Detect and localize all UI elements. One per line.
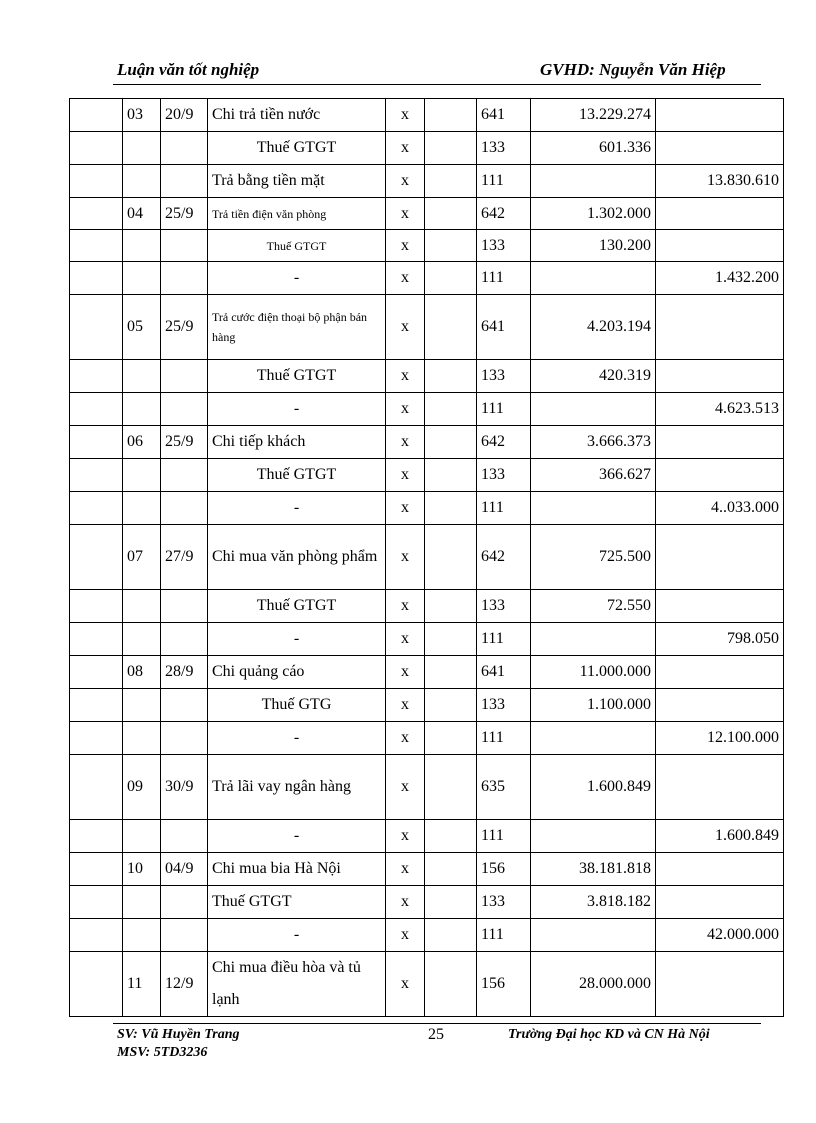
credit-amount-cell [656, 459, 784, 492]
credit-amount-cell [656, 295, 784, 360]
lead-cell [70, 919, 123, 952]
lead-cell [70, 132, 123, 165]
empty-cell [425, 459, 477, 492]
footer-student-name: SV: Vũ Huyền Trang [117, 1027, 240, 1042]
voucher-number-cell [123, 459, 161, 492]
ledger-body [70, 99, 784, 1017]
mark-cell: x [386, 919, 425, 952]
lead-cell [70, 886, 123, 919]
mark-cell: x [386, 360, 425, 393]
account-cell: 642 [477, 426, 531, 459]
debit-amount-cell: 725.500 [531, 525, 656, 590]
description-cell: Thuế GTGT [208, 360, 386, 393]
voucher-number-cell [123, 886, 161, 919]
lead-cell [70, 952, 123, 1017]
lead-cell [70, 165, 123, 198]
mark-cell: x [386, 590, 425, 623]
date-cell [161, 623, 208, 656]
mark-cell: x [386, 722, 425, 755]
voucher-number-cell [123, 393, 161, 426]
table-row [70, 198, 784, 230]
debit-amount-cell: 4.203.194 [531, 295, 656, 360]
date-cell [161, 262, 208, 295]
debit-amount-cell [531, 492, 656, 525]
debit-amount-cell: 601.336 [531, 132, 656, 165]
description-cell: Trả bằng tiền mặt [208, 165, 386, 198]
description-cell: Thuế GTGT [208, 230, 386, 262]
credit-amount-cell [656, 132, 784, 165]
table-row [70, 262, 784, 295]
table-row [70, 132, 784, 165]
date-cell [161, 590, 208, 623]
lead-cell [70, 755, 123, 820]
voucher-number-cell: 09 [123, 755, 161, 820]
lead-cell [70, 360, 123, 393]
lead-cell [70, 853, 123, 886]
mark-cell: x [386, 165, 425, 198]
voucher-number-cell [123, 590, 161, 623]
account-cell: 111 [477, 492, 531, 525]
table-row [70, 165, 784, 198]
empty-cell [425, 820, 477, 853]
account-cell: 156 [477, 853, 531, 886]
ledger-table [69, 98, 784, 1017]
lead-cell [70, 689, 123, 722]
date-cell [161, 459, 208, 492]
description-cell: Chi trả tiền nước [208, 99, 386, 132]
table-row [70, 952, 784, 1017]
mark-cell: x [386, 262, 425, 295]
date-cell: 20/9 [161, 99, 208, 132]
debit-amount-cell [531, 262, 656, 295]
description-cell: Chi quảng cáo [208, 656, 386, 689]
account-cell: 635 [477, 755, 531, 820]
mark-cell: x [386, 755, 425, 820]
description-cell: Chi mua điều hòa và tủ lạnh [208, 952, 386, 1017]
mark-cell: x [386, 952, 425, 1017]
credit-amount-cell [656, 426, 784, 459]
table-row [70, 689, 784, 722]
mark-cell: x [386, 623, 425, 656]
credit-amount-cell [656, 99, 784, 132]
mark-cell: x [386, 393, 425, 426]
debit-amount-cell: 366.627 [531, 459, 656, 492]
credit-amount-cell [656, 755, 784, 820]
account-cell: 641 [477, 295, 531, 360]
credit-amount-cell: 4..033.000 [656, 492, 784, 525]
header-advisor: GVHD: Nguyễn Văn Hiệp [540, 60, 726, 79]
debit-amount-cell: 72.550 [531, 590, 656, 623]
voucher-number-cell [123, 262, 161, 295]
credit-amount-cell [656, 656, 784, 689]
account-cell: 641 [477, 99, 531, 132]
empty-cell [425, 853, 477, 886]
account-cell: 133 [477, 590, 531, 623]
debit-amount-cell [531, 919, 656, 952]
date-cell [161, 230, 208, 262]
credit-amount-cell: 42.000.000 [656, 919, 784, 952]
account-cell: 642 [477, 525, 531, 590]
debit-amount-cell: 130.200 [531, 230, 656, 262]
voucher-number-cell [123, 919, 161, 952]
mark-cell: x [386, 886, 425, 919]
header-thesis-title: Luận văn tốt nghiệp [117, 60, 260, 79]
credit-amount-cell [656, 230, 784, 262]
debit-amount-cell [531, 722, 656, 755]
footer-school: Trường Đại học KD và CN Hà Nội [508, 1027, 710, 1042]
voucher-number-cell [123, 165, 161, 198]
mark-cell: x [386, 295, 425, 360]
description-cell: Thuế GTGT [208, 590, 386, 623]
date-cell: 30/9 [161, 755, 208, 820]
description-cell: Chi mua văn phòng phẩm [208, 525, 386, 590]
voucher-number-cell: 04 [123, 198, 161, 230]
date-cell [161, 820, 208, 853]
lead-cell [70, 393, 123, 426]
empty-cell [425, 689, 477, 722]
description-cell: - [208, 262, 386, 295]
debit-amount-cell: 3.666.373 [531, 426, 656, 459]
description-cell: Thuế GTGT [208, 459, 386, 492]
voucher-number-cell [123, 820, 161, 853]
account-cell: 133 [477, 230, 531, 262]
page-number: 25 [428, 1026, 444, 1043]
mark-cell: x [386, 656, 425, 689]
account-cell: 111 [477, 919, 531, 952]
empty-cell [425, 623, 477, 656]
date-cell [161, 689, 208, 722]
lead-cell [70, 525, 123, 590]
lead-cell [70, 426, 123, 459]
voucher-number-cell: 10 [123, 853, 161, 886]
lead-cell [70, 295, 123, 360]
table-row [70, 295, 784, 360]
account-cell: 111 [477, 165, 531, 198]
credit-amount-cell [656, 952, 784, 1017]
description-cell: - [208, 492, 386, 525]
lead-cell [70, 262, 123, 295]
table-row [70, 492, 784, 525]
account-cell: 133 [477, 689, 531, 722]
credit-amount-cell [656, 360, 784, 393]
date-cell: 04/9 [161, 853, 208, 886]
lead-cell [70, 590, 123, 623]
credit-amount-cell: 798.050 [656, 623, 784, 656]
table-row [70, 590, 784, 623]
account-cell: 133 [477, 132, 531, 165]
debit-amount-cell: 420.319 [531, 360, 656, 393]
table-row [70, 426, 784, 459]
date-cell [161, 886, 208, 919]
description-cell: Thuế GTG [208, 689, 386, 722]
voucher-number-cell: 07 [123, 525, 161, 590]
lead-cell [70, 722, 123, 755]
table-row [70, 393, 784, 426]
account-cell: 133 [477, 886, 531, 919]
account-cell: 133 [477, 360, 531, 393]
voucher-number-cell: 03 [123, 99, 161, 132]
empty-cell [425, 492, 477, 525]
account-cell: 111 [477, 820, 531, 853]
table-row [70, 853, 784, 886]
mark-cell: x [386, 525, 425, 590]
lead-cell [70, 99, 123, 132]
voucher-number-cell [123, 230, 161, 262]
date-cell [161, 722, 208, 755]
description-cell: Trả cước điện thoại bộ phận bán hàng [208, 295, 386, 360]
credit-amount-cell: 12.100.000 [656, 722, 784, 755]
lead-cell [70, 198, 123, 230]
credit-amount-cell: 1.432.200 [656, 262, 784, 295]
date-cell: 12/9 [161, 952, 208, 1017]
empty-cell [425, 755, 477, 820]
empty-cell [425, 132, 477, 165]
table-row [70, 623, 784, 656]
debit-amount-cell: 13.229.274 [531, 99, 656, 132]
table-row [70, 755, 784, 820]
date-cell: 25/9 [161, 198, 208, 230]
voucher-number-cell [123, 623, 161, 656]
credit-amount-cell: 1.600.849 [656, 820, 784, 853]
date-cell [161, 393, 208, 426]
footer-divider [113, 1023, 761, 1024]
debit-amount-cell: 3.818.182 [531, 886, 656, 919]
empty-cell [425, 165, 477, 198]
voucher-number-cell [123, 360, 161, 393]
date-cell [161, 919, 208, 952]
description-cell: Chi mua bia Hà Nội [208, 853, 386, 886]
empty-cell [425, 198, 477, 230]
date-cell [161, 165, 208, 198]
account-cell: 111 [477, 262, 531, 295]
table-row [70, 886, 784, 919]
credit-amount-cell [656, 853, 784, 886]
empty-cell [425, 722, 477, 755]
debit-amount-cell [531, 393, 656, 426]
table-row [70, 230, 784, 262]
account-cell: 111 [477, 623, 531, 656]
debit-amount-cell: 1.600.849 [531, 755, 656, 820]
date-cell: 28/9 [161, 656, 208, 689]
empty-cell [425, 656, 477, 689]
empty-cell [425, 886, 477, 919]
voucher-number-cell [123, 132, 161, 165]
description-cell: Thuế GTGT [208, 886, 386, 919]
description-cell: Trả lãi vay ngân hàng [208, 755, 386, 820]
empty-cell [425, 952, 477, 1017]
empty-cell [425, 525, 477, 590]
credit-amount-cell [656, 689, 784, 722]
lead-cell [70, 459, 123, 492]
description-cell: - [208, 820, 386, 853]
empty-cell [425, 230, 477, 262]
mark-cell: x [386, 132, 425, 165]
credit-amount-cell: 4.623.513 [656, 393, 784, 426]
credit-amount-cell [656, 590, 784, 623]
voucher-number-cell [123, 722, 161, 755]
lead-cell [70, 820, 123, 853]
account-cell: 156 [477, 952, 531, 1017]
description-cell: Trả tiền điện văn phòng [208, 198, 386, 230]
table-row [70, 820, 784, 853]
voucher-number-cell [123, 689, 161, 722]
date-cell [161, 132, 208, 165]
debit-amount-cell [531, 623, 656, 656]
voucher-number-cell: 08 [123, 656, 161, 689]
voucher-number-cell: 06 [123, 426, 161, 459]
debit-amount-cell [531, 165, 656, 198]
account-cell: 642 [477, 198, 531, 230]
description-cell: - [208, 393, 386, 426]
debit-amount-cell [531, 820, 656, 853]
table-row [70, 919, 784, 952]
empty-cell [425, 393, 477, 426]
mark-cell: x [386, 492, 425, 525]
empty-cell [425, 426, 477, 459]
footer-student-id: MSV: 5TD3236 [117, 1045, 208, 1060]
lead-cell [70, 492, 123, 525]
lead-cell [70, 623, 123, 656]
table-row [70, 360, 784, 393]
mark-cell: x [386, 459, 425, 492]
voucher-number-cell: 11 [123, 952, 161, 1017]
table-row [70, 459, 784, 492]
empty-cell [425, 99, 477, 132]
empty-cell [425, 360, 477, 393]
description-cell: Thuế GTGT [208, 132, 386, 165]
mark-cell: x [386, 689, 425, 722]
header-divider [113, 84, 761, 85]
table-row [70, 722, 784, 755]
debit-amount-cell: 1.100.000 [531, 689, 656, 722]
account-cell: 641 [477, 656, 531, 689]
lead-cell [70, 656, 123, 689]
description-cell: - [208, 623, 386, 656]
table-row [70, 525, 784, 590]
account-cell: 111 [477, 393, 531, 426]
date-cell [161, 492, 208, 525]
empty-cell [425, 262, 477, 295]
empty-cell [425, 919, 477, 952]
date-cell: 25/9 [161, 426, 208, 459]
mark-cell: x [386, 426, 425, 459]
account-cell: 133 [477, 459, 531, 492]
credit-amount-cell [656, 198, 784, 230]
description-cell: - [208, 722, 386, 755]
date-cell [161, 360, 208, 393]
account-cell: 111 [477, 722, 531, 755]
debit-amount-cell: 1.302.000 [531, 198, 656, 230]
table-row [70, 656, 784, 689]
voucher-number-cell: 05 [123, 295, 161, 360]
debit-amount-cell: 11.000.000 [531, 656, 656, 689]
empty-cell [425, 590, 477, 623]
description-cell: Chi tiếp khách [208, 426, 386, 459]
description-cell: - [208, 919, 386, 952]
date-cell: 25/9 [161, 295, 208, 360]
credit-amount-cell [656, 886, 784, 919]
mark-cell: x [386, 99, 425, 132]
date-cell: 27/9 [161, 525, 208, 590]
empty-cell [425, 295, 477, 360]
mark-cell: x [386, 853, 425, 886]
lead-cell [70, 230, 123, 262]
voucher-number-cell [123, 492, 161, 525]
debit-amount-cell: 38.181.818 [531, 853, 656, 886]
debit-amount-cell: 28.000.000 [531, 952, 656, 1017]
mark-cell: x [386, 230, 425, 262]
mark-cell: x [386, 198, 425, 230]
table-row [70, 99, 784, 132]
mark-cell: x [386, 820, 425, 853]
credit-amount-cell: 13.830.610 [656, 165, 784, 198]
credit-amount-cell [656, 525, 784, 590]
